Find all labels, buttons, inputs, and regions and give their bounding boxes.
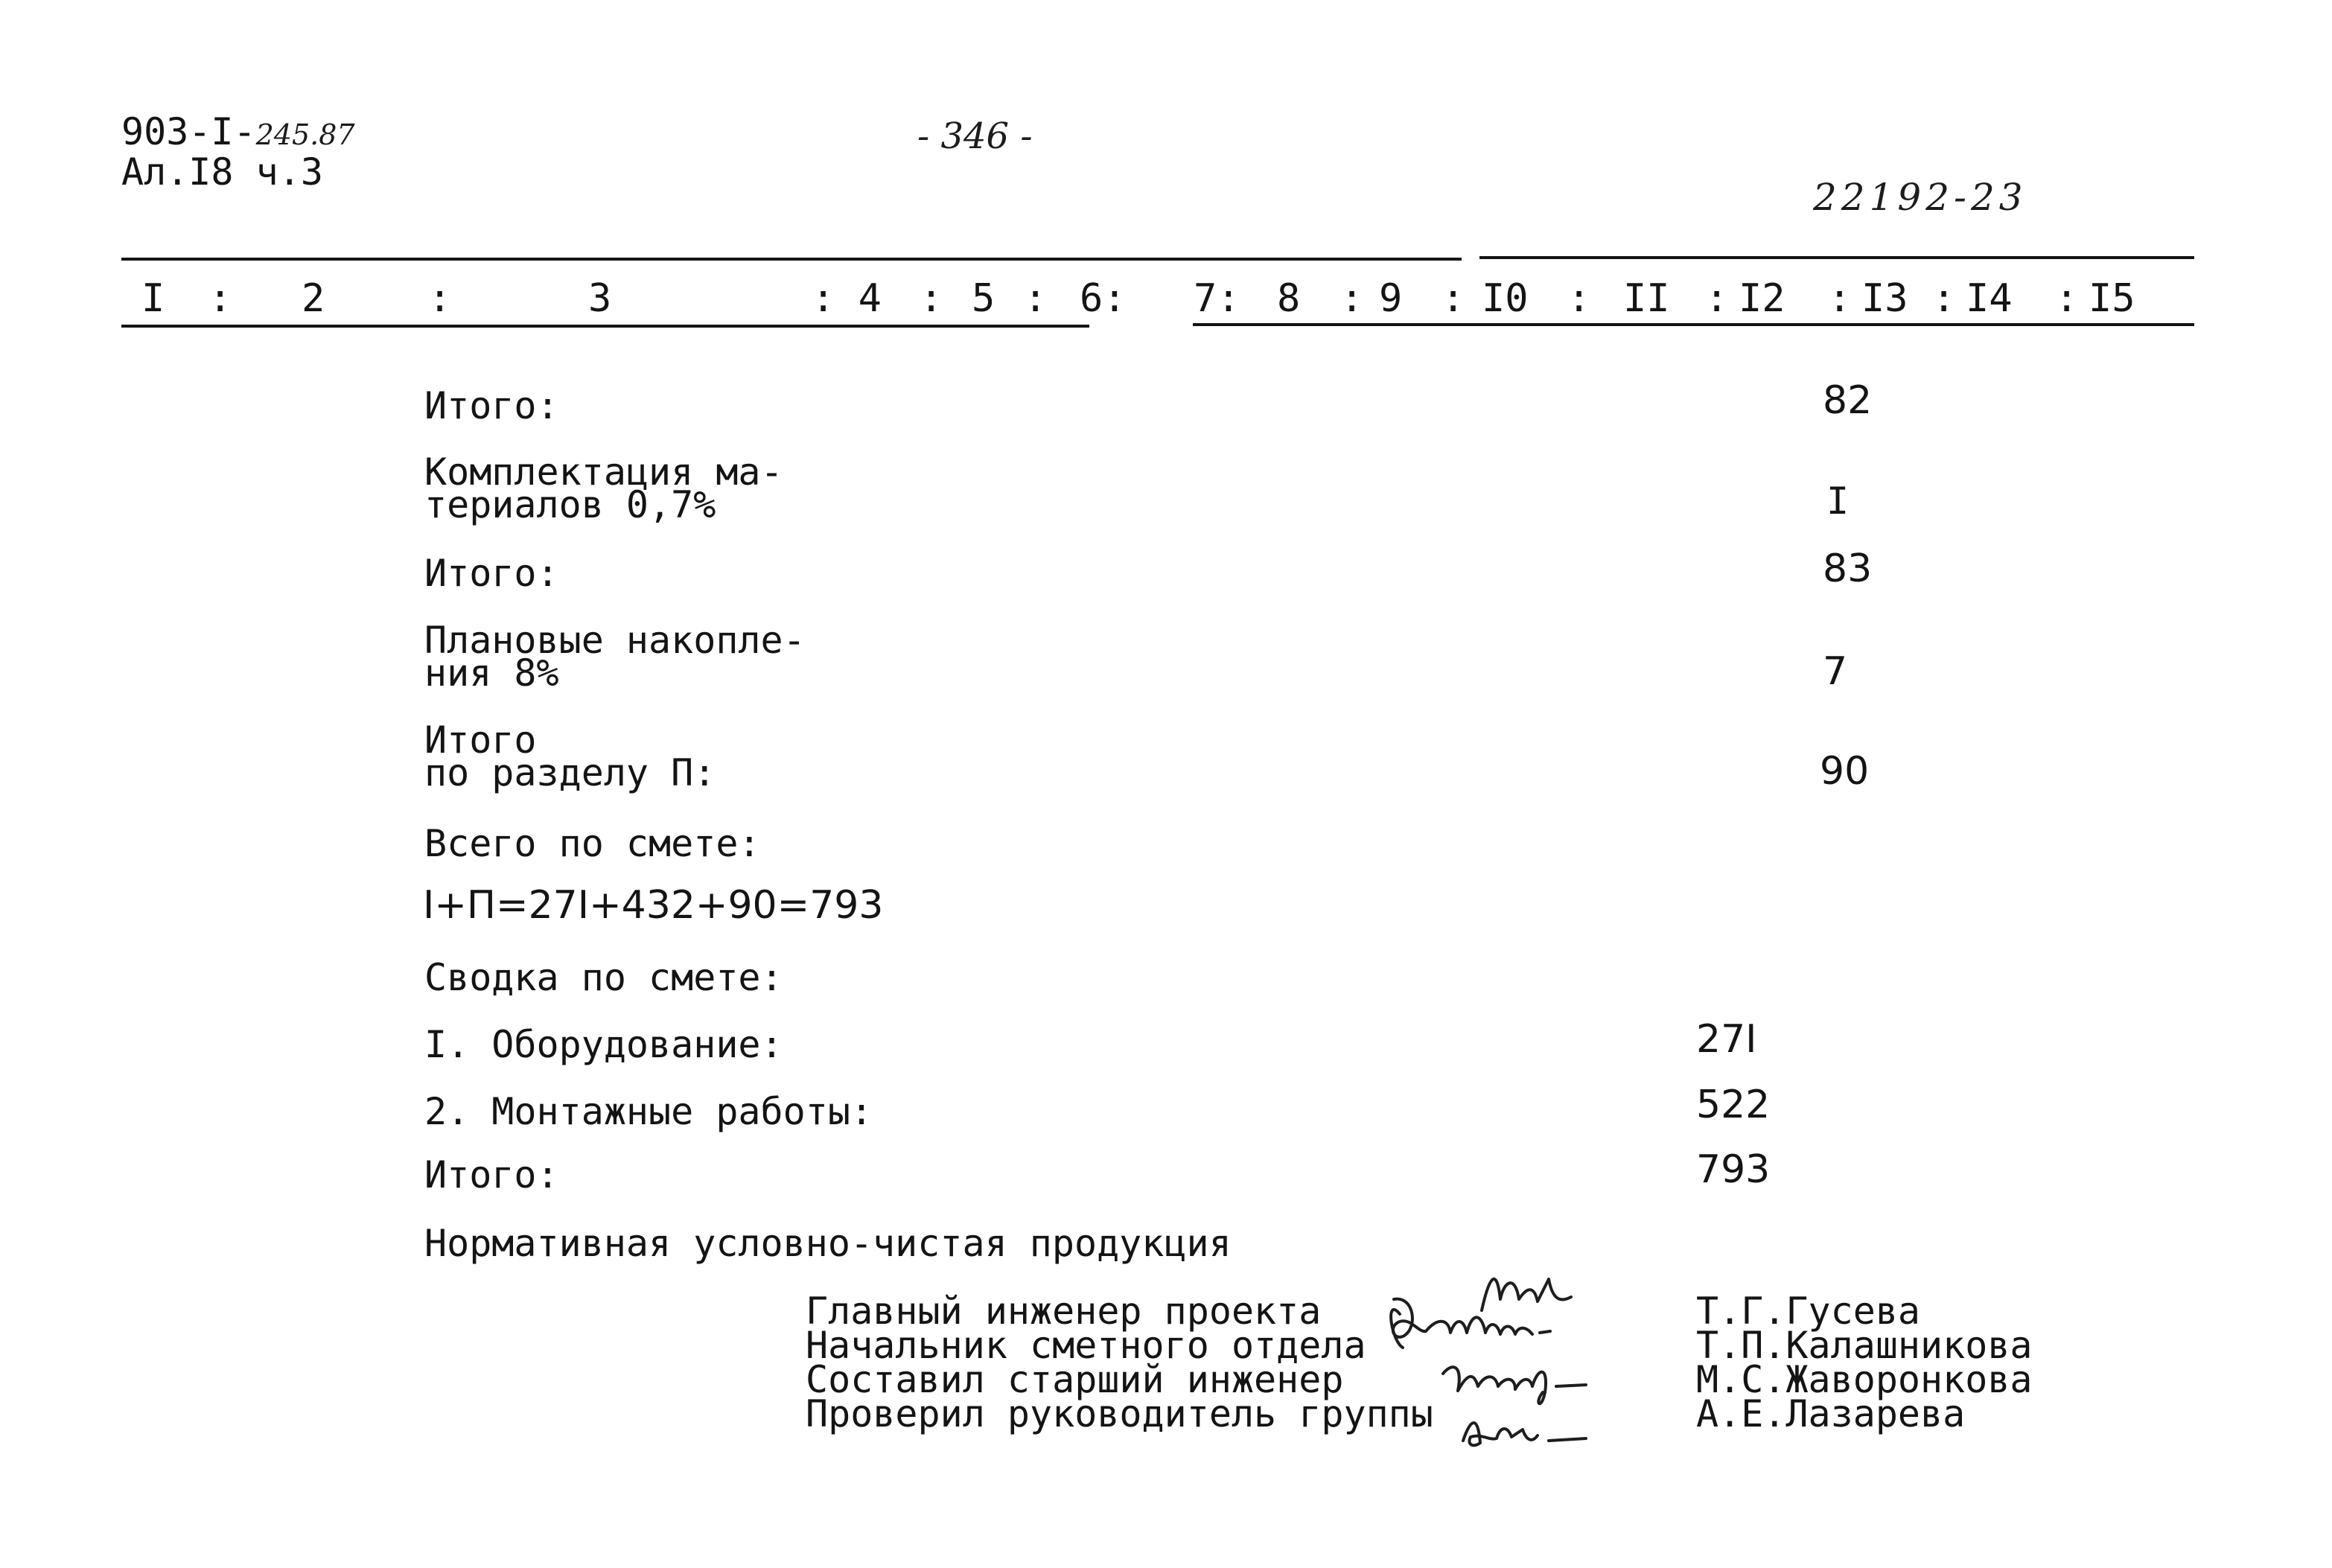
row-value: 83 (1823, 546, 1873, 591)
row-value: 82 (1823, 378, 1873, 423)
column-header-separator: : (1340, 276, 1364, 321)
row-value: 522 (1696, 1083, 1771, 1127)
column-header-cell: 9 (1379, 276, 1403, 321)
row-label: Итого: (424, 552, 559, 595)
column-header-separator: : (1024, 276, 1048, 321)
column-header-cell: I4 (1966, 276, 2013, 321)
column-header-cell: 8 (1277, 276, 1301, 321)
signature-name: Т.П.Калашникова (1696, 1324, 2033, 1367)
album-part: Ал.I8 ч.3 (121, 150, 323, 194)
column-header-separator: : (208, 276, 232, 321)
column-header-cell: II (1623, 276, 1670, 321)
signature-scribble (1482, 1279, 1571, 1310)
column-header-separator: : (920, 276, 943, 321)
row-label-line: Итого (424, 718, 537, 762)
row-value: 90 (1820, 749, 1870, 794)
column-header-cell: I (141, 276, 165, 321)
row-value: I (1826, 479, 1850, 523)
column-header-cell: 2 (302, 276, 325, 321)
signature-name: М.С.Жаворонкова (1696, 1358, 2033, 1401)
page-number: - 346 - (917, 115, 1033, 157)
row-label: Нормативная условно-чистая продукция (424, 1222, 1232, 1265)
column-header-cell: I2 (1739, 276, 1785, 321)
row-label-line: Плановые накопле- (424, 619, 806, 662)
column-header-cell: I0 (1482, 276, 1529, 321)
signature-role: Начальник сметного отдела (806, 1324, 1366, 1367)
document-code-handwritten: 245.87 (255, 118, 355, 151)
row-label: 2. Монтажные работы: (424, 1090, 873, 1133)
row-label: Сводка по смете: (424, 956, 783, 999)
column-header-separator: : (2055, 276, 2079, 321)
column-header-cell: 5 (972, 276, 995, 321)
signature-name: Т.Г.Гусева (1696, 1290, 1921, 1333)
row-label-line: по разделу П: (424, 751, 716, 794)
column-header-cell: : 4 (812, 276, 882, 321)
row-value: 27I (1696, 1017, 1757, 1062)
column-header-separator: : (428, 276, 452, 321)
column-header-cell: I3 (1861, 276, 1908, 321)
column-header-separator: : (1567, 276, 1591, 321)
row-label: Итого: (424, 1153, 559, 1196)
column-header-cell: 3 (588, 276, 612, 321)
document-code-printed: 903-I- (121, 110, 256, 153)
column-header-cell: 6: (1080, 276, 1127, 321)
signature-scribble (1391, 1299, 1550, 1348)
signature-scribble (1463, 1423, 1586, 1445)
column-header-separator: : (1932, 276, 1956, 321)
inventory-number: 22192-23 (1813, 176, 2027, 219)
row-label-line: Комплектация ма- (424, 450, 783, 494)
column-header-separator: : (1705, 276, 1729, 321)
column-header-separator: : (1441, 276, 1465, 321)
column-header-separator: : (1828, 276, 1852, 321)
row-label-line: териалов 0,7% (424, 483, 716, 526)
column-header-cell: I5 (2089, 276, 2135, 321)
signature-scribble (1443, 1367, 1586, 1403)
signature-role: Составил старший инженер (806, 1358, 1344, 1401)
row-label-line: ния 8% (424, 651, 559, 695)
column-header-cell: 7: (1194, 276, 1240, 321)
row-label: Итого: (424, 384, 559, 427)
row-label: Всего по смете: (424, 822, 761, 865)
signature-role: Главный инженер проекта (806, 1290, 1322, 1333)
signature-role: Проверил руководитель группы (806, 1392, 1433, 1435)
row-label: I. Оборудование: (424, 1023, 783, 1066)
row-formula: I+П=27I+432+90=793 (423, 883, 884, 928)
signature-name: А.Е.Лазарева (1696, 1392, 1966, 1435)
row-value: 7 (1823, 649, 1848, 694)
row-value: 793 (1696, 1147, 1771, 1192)
